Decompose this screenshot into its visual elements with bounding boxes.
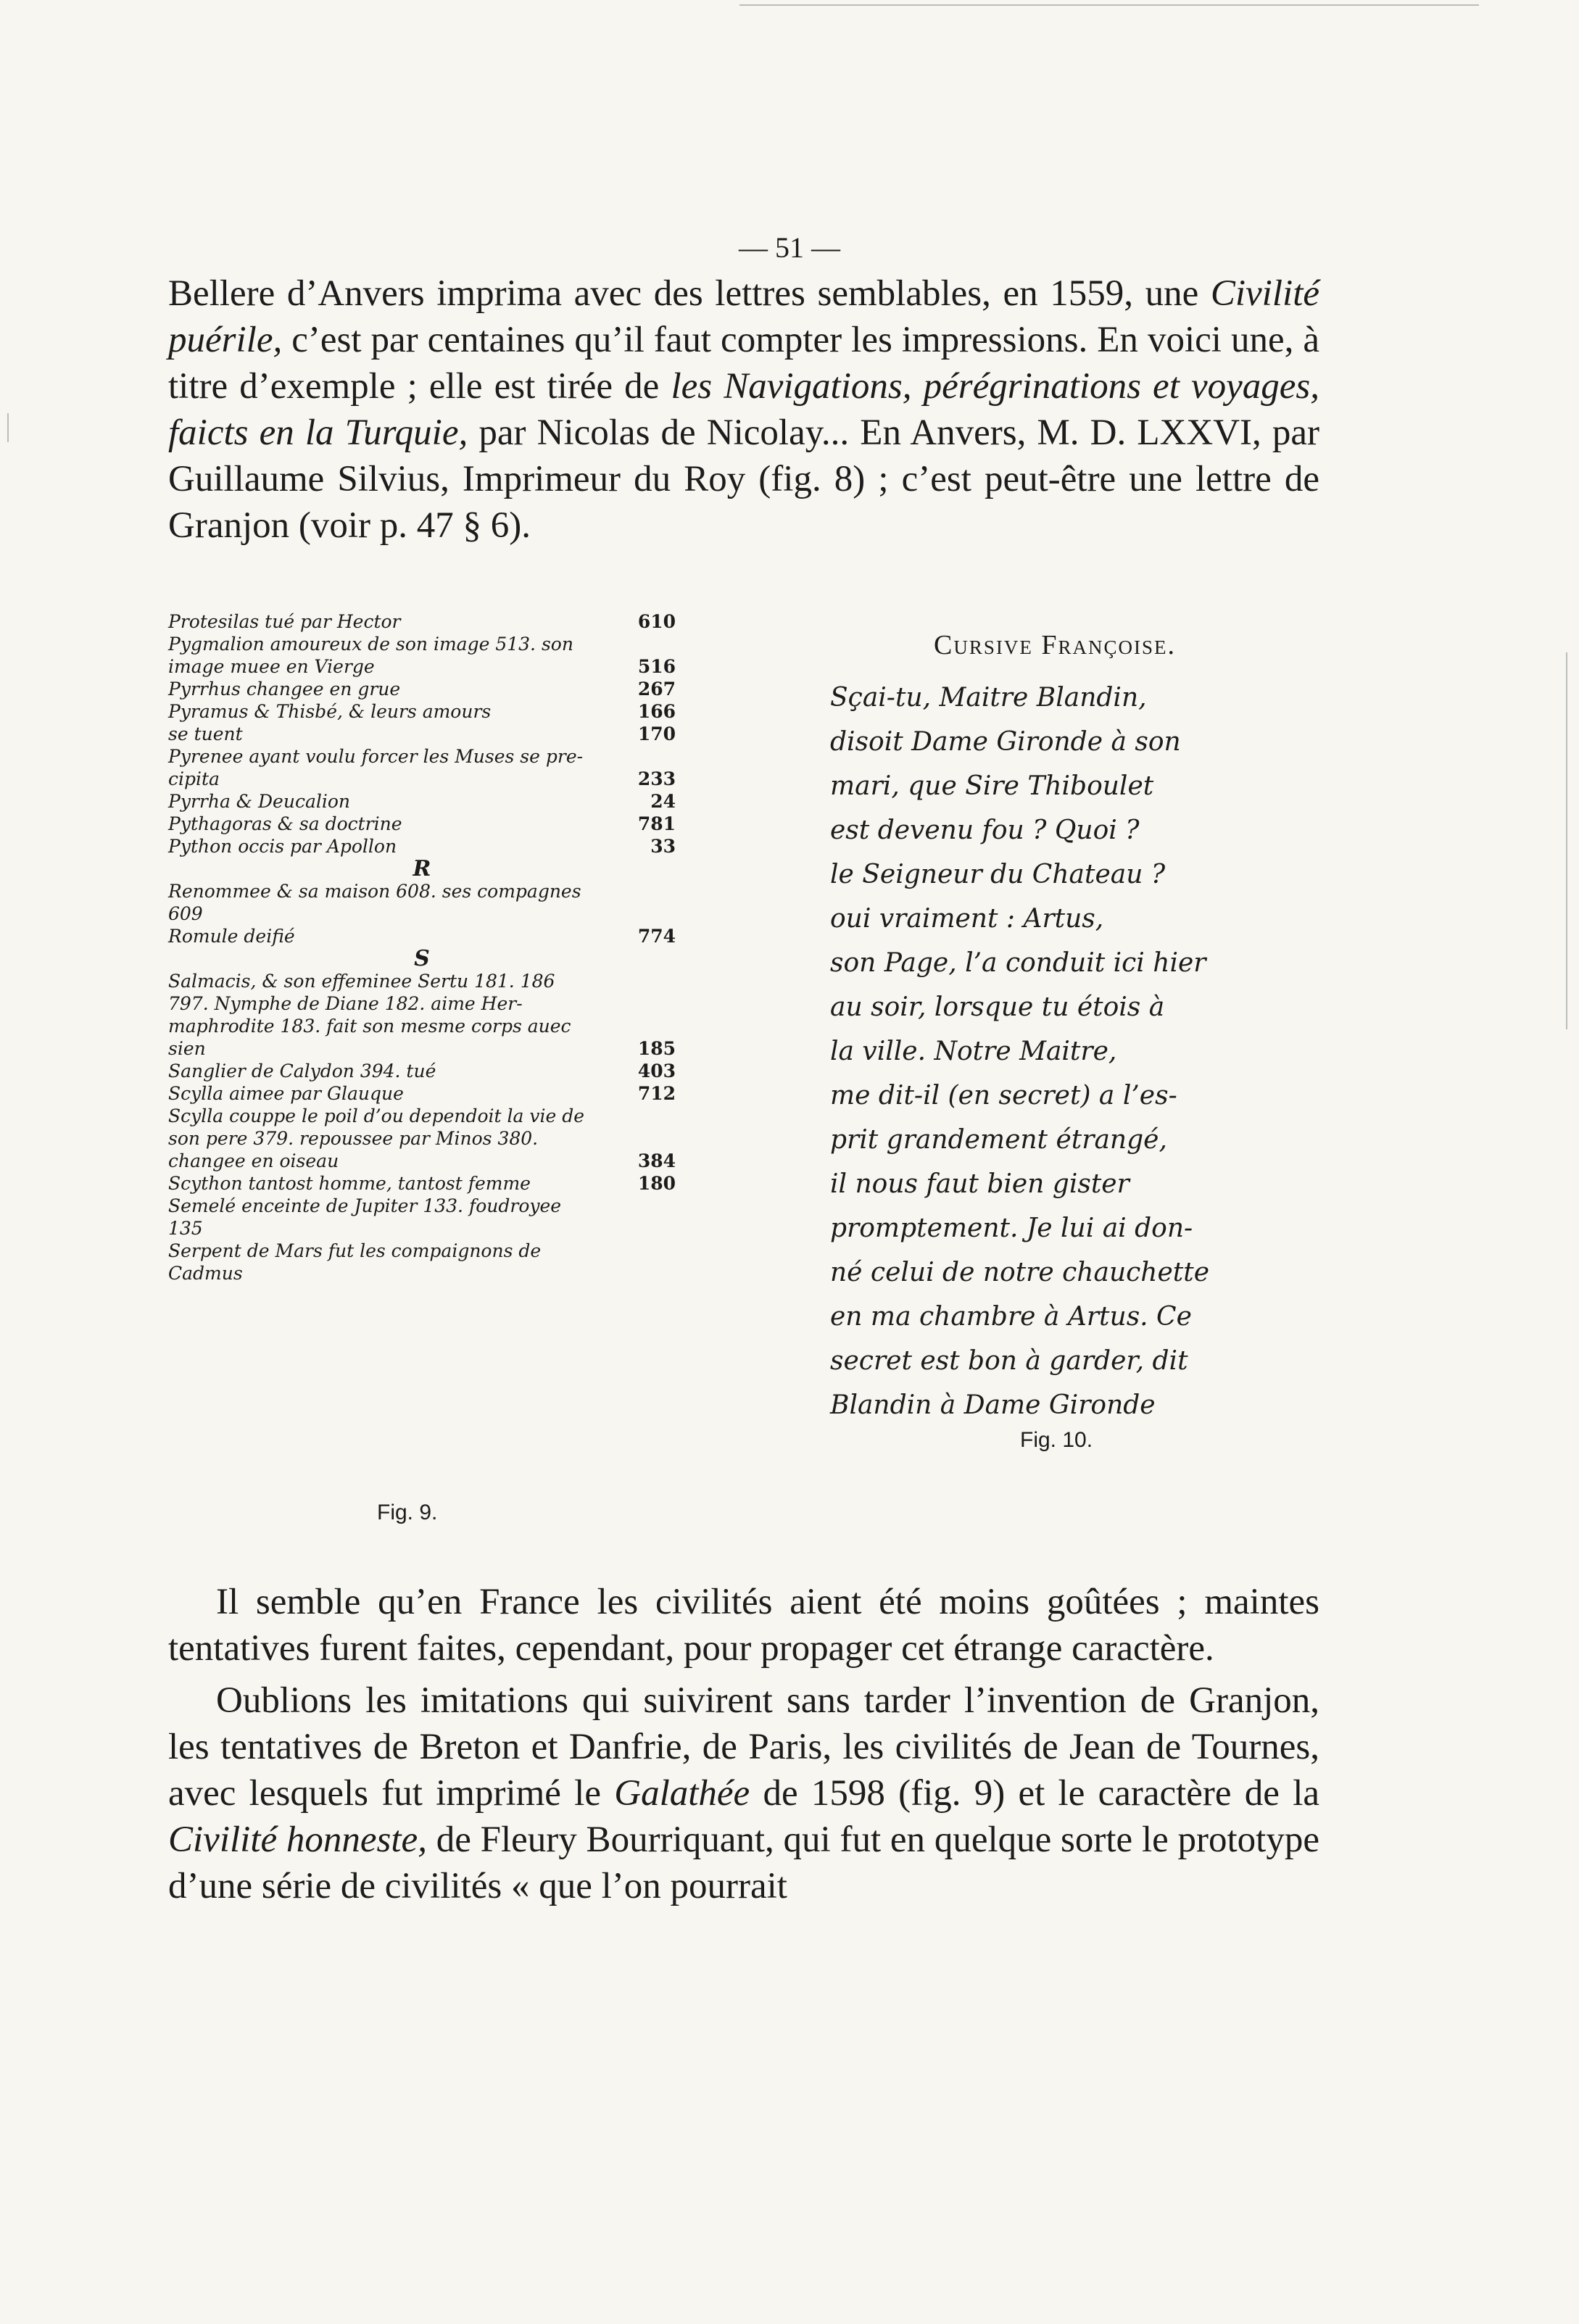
cursive-line: me dit-il (en secret) a l’es- [830, 1081, 1177, 1111]
index-entry-page [661, 1127, 676, 1150]
index-entry-text: sien [168, 1038, 206, 1059]
cursive-line: prit grandement étrangé, [830, 1125, 1167, 1155]
index-entry-text: Protesilas tué par Hector [168, 611, 401, 632]
index-entry [168, 745, 676, 768]
paragraph: Oublions les imitations qui suivirent sans tarder l’invention de Granjon, les tentatives de Breton et Danfrie, de Paris, les civilités de Jean de Tournes, avec lesquels fut imprimé le Galathée de 1598 (fig. 9) et le caractère de la Civilité honneste, de Fleury Bourriquant, qui fut en quelque sorte le prototype d’une série de civilités « que l’on pourrait [168, 1680, 1319, 1906]
cursive-line: disoit Dame Gironde à son [830, 727, 1181, 757]
index-entry-text: changee en oiseau [168, 1150, 339, 1171]
index-entry [168, 1105, 676, 1127]
index-entry-text: Cadmus [168, 1263, 243, 1284]
index-entry-text: Pyrrhus changee en grue [168, 678, 401, 700]
index-entry-page: 180 [637, 1173, 676, 1194]
figure-10-cursive-specimen [830, 629, 1280, 1427]
index-entry [168, 1037, 676, 1060]
scan-edge-mark [7, 413, 9, 442]
index-entry [168, 790, 676, 813]
index-entry-page: 403 [637, 1061, 676, 1082]
index-entry-text: Semelé enceinte de Jupiter 133. foudroyee [168, 1195, 562, 1216]
index-entry [168, 768, 676, 790]
index-entry-page: 170 [637, 723, 676, 744]
index-entry-text: image muee en Vierge [168, 656, 375, 677]
index-entry-page: 516 [637, 656, 676, 677]
index-entry [168, 970, 676, 992]
index-entry [168, 835, 676, 858]
cursive-line: est devenu fou ? Quoi ? [830, 816, 1140, 845]
index-entry-page [661, 880, 676, 902]
scan-edge-mark [739, 4, 1479, 6]
index-entry-page [661, 1240, 676, 1262]
index-entry [168, 925, 676, 947]
index-entry [168, 610, 676, 633]
index-entry-page: 774 [637, 926, 676, 947]
index-entry-text: se tuent [168, 723, 243, 744]
cursive-line: en ma chambre à Artus. Ce [830, 1302, 1192, 1332]
index-entry [168, 1262, 676, 1285]
index-entry-text: cipita [168, 768, 220, 789]
index-entry-text: Pygmalion amoureux de son image 513. son [168, 634, 573, 655]
index-entry-text: Scylla couppe le poil d’ou dependoit la vie de [168, 1105, 585, 1126]
index-entry [168, 902, 676, 925]
index-entry-text: 609 [168, 903, 203, 924]
figure-9-caption: Fig. 9. [377, 1501, 438, 1524]
index-entry-text: Renommee & sa maison 608. ses compagnes [168, 881, 581, 902]
figure-10-title: Cursive Françoise. [934, 630, 1176, 660]
index-entry-text: Pythagoras & sa doctrine [168, 813, 402, 834]
index-entry-page [661, 1217, 676, 1240]
index-entry [168, 678, 676, 700]
cursive-line: promptement. Je lui ai don- [830, 1213, 1193, 1243]
cursive-line: le Seigneur du Chateau ? [830, 860, 1166, 889]
body-paragraphs [168, 1579, 1319, 1909]
index-entry [168, 880, 676, 902]
index-entry-page: 712 [637, 1083, 676, 1104]
cursive-line: au soir, lorsque tu étois à [830, 992, 1165, 1022]
cursive-line: il nous faut bien gister [830, 1169, 1130, 1199]
index-entry [168, 700, 676, 723]
index-entry-page [661, 1195, 676, 1217]
index-entry-page: 166 [637, 701, 676, 722]
index-entry-text: maphrodite 183. fait son mesme corps auec [168, 1016, 571, 1037]
index-entry-text: Python occis par Apollon [168, 836, 397, 857]
index-entry-page [661, 633, 676, 655]
intro-paragraph: Bellere d’Anvers imprima avec des lettres semblables, en 1559, une Civilité puérile, c’est par centaines qu’il faut compter les impressions. En voici une, à titre d’exemple ; elle est tirée de les Navigations, pérégrinations et voyages, faicts en la Turquie, par Nicolas de Nicolay... En Anvers, M. D. LXXVI, par Guillaume Silvius, Imprimeur du Roy (fig. 8) ; c’est peut-être une lettre de Granjon (voir p. 47 § 6). [168, 273, 1319, 546]
index-entry [168, 1195, 676, 1217]
figure-10-caption: Fig. 10. [1020, 1428, 1093, 1452]
index-entry-text: Romule deifié [168, 926, 295, 947]
index-entry [168, 1015, 676, 1037]
index-entry-text: Pyramus & Thisbé, & leurs amours [168, 701, 492, 722]
scan-edge-mark [1566, 652, 1567, 1029]
index-letter-heading: S [414, 946, 430, 971]
index-entry-text: Salmacis, & son effeminee Sertu 181. 186 [168, 971, 555, 992]
index-entry-page: 33 [650, 836, 676, 857]
cursive-line: mari, que Sire Thiboulet [830, 771, 1154, 801]
index-entry [168, 655, 676, 678]
index-entry-page: 384 [637, 1150, 676, 1171]
index-entry [168, 633, 676, 655]
index-entry-text: Scylla aimee par Glauque [168, 1083, 404, 1104]
index-entry-page: 267 [637, 678, 676, 700]
index-entry [168, 1082, 676, 1105]
index-entry [168, 1240, 676, 1262]
index-entry-page [661, 970, 676, 992]
index-entry-page: 610 [637, 611, 676, 632]
index-letter-heading: R [413, 856, 431, 881]
index-entry-text: Sanglier de Calydon 394. tué [168, 1061, 436, 1082]
index-entry-text: Pyrenee ayant voulu forcer les Muses se pre- [168, 746, 584, 767]
index-entry-page [661, 1015, 676, 1037]
index-entry-page: 781 [637, 813, 676, 834]
cursive-line: oui vraiment : Artus, [830, 904, 1104, 934]
index-entry-text: 135 [168, 1218, 203, 1239]
cursive-line: la ville. Notre Maitre, [830, 1037, 1117, 1066]
cursive-line: Blandin à Dame Gironde [830, 1390, 1156, 1420]
index-entry-page: 24 [650, 791, 676, 812]
index-entry [168, 1217, 676, 1240]
index-entry-text: Pyrrha & Deucalion [168, 791, 350, 812]
index-entry-page [661, 902, 676, 925]
index-entry [168, 1172, 676, 1195]
cursive-line: Sçai-tu, Maitre Blandin, [830, 683, 1147, 713]
index-entry-page: 185 [637, 1038, 676, 1059]
index-entry-text: Serpent de Mars fut les compaignons de [168, 1240, 542, 1261]
index-entry [168, 723, 676, 745]
index-entry-page [661, 992, 676, 1015]
cursive-line: son Page, l’a conduit ici hier [830, 948, 1206, 978]
figure-9-index-specimen [168, 610, 676, 1285]
index-entry-page [661, 1262, 676, 1285]
index-entry [168, 1150, 676, 1172]
cursive-line: né celui de notre chauchette [830, 1258, 1210, 1287]
index-entry-page: 233 [637, 768, 676, 789]
index-entry [168, 1060, 676, 1082]
index-entry-text: 797. Nymphe de Diane 182. aime Her- [168, 993, 523, 1014]
index-entry [168, 1127, 676, 1150]
index-entry [168, 813, 676, 835]
index-entry-text: son pere 379. repoussee par Minos 380. [168, 1128, 539, 1149]
index-entry-page [661, 1105, 676, 1127]
paragraph: Il semble qu’en France les civilités aient été moins goûtées ; maintes tentatives furent faites, cependant, pour propager cet étrange caractère. [168, 1582, 1319, 1669]
index-entry-text: Scython tantost homme, tantost femme [168, 1173, 531, 1194]
page-number: — 51 — [739, 231, 840, 264]
index-entry-page [661, 745, 676, 768]
cursive-line: secret est bon à garder, dit [830, 1346, 1188, 1376]
index-entry [168, 992, 676, 1015]
